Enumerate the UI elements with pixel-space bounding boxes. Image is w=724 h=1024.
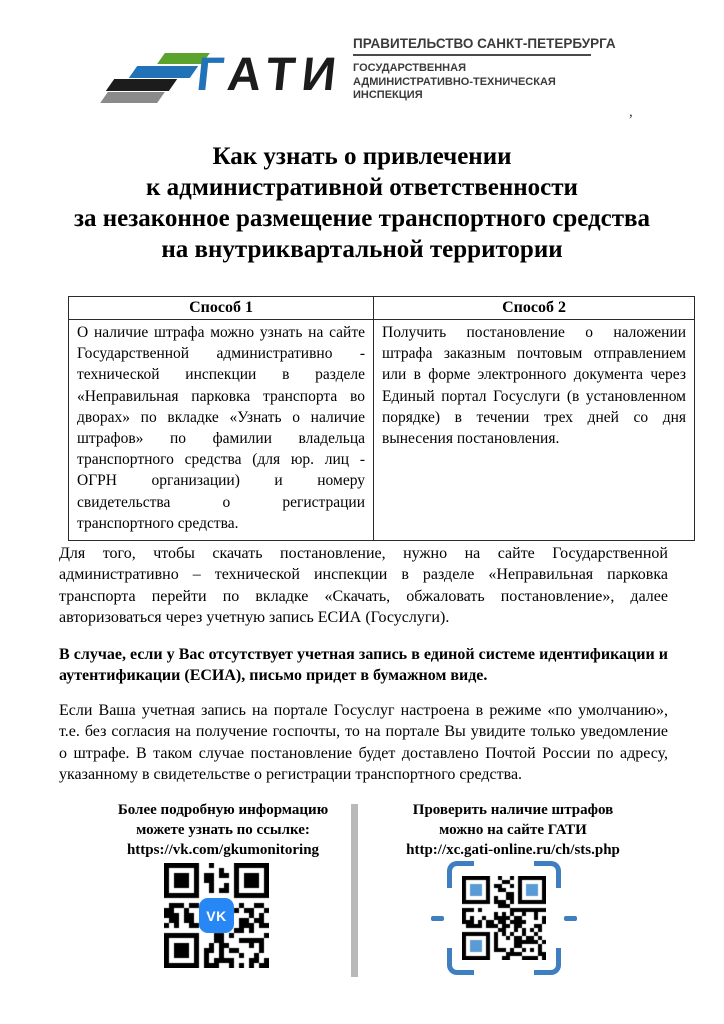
- org-line-2: АДМИНИСТРАТИВНО-ТЕХНИЧЕСКАЯ: [353, 75, 556, 88]
- logo-brand-g: Г: [194, 47, 231, 100]
- table-body-row: [69, 320, 695, 541]
- government-block: [353, 36, 616, 103]
- title-line-2: к административной ответственности: [146, 174, 578, 201]
- footer-right-line-2: можно на сайте ГАТИ: [439, 822, 587, 838]
- qr-code-vk: [164, 863, 269, 968]
- methods-table: [68, 296, 695, 541]
- footer-left-line-1: Более подробную информацию: [117, 802, 329, 818]
- title-line-1: Как узнать о привлечении: [212, 143, 512, 170]
- footer-right-line-1: Проверить наличие штрафов: [412, 802, 614, 818]
- footer-right-heading: [382, 800, 644, 860]
- org-line-3: ИНСПЕКЦИЯ: [353, 89, 423, 101]
- table-header-row: [69, 297, 695, 320]
- qr-code-gati: [447, 861, 561, 975]
- footer-left-heading: [92, 800, 354, 860]
- method-2-header: Способ 2: [374, 297, 695, 320]
- title-line-4: на внутриквартальной территории: [161, 236, 563, 263]
- paragraph-download-instructions: Для того, чтобы скачать постановление, нужно на сайте Государственной административно – технической инспекции в разделе «Неправильная парковка транспорта перейти по вкладке «Скачать, обжаловать постановление», далее авторизоваться через учетную запись ЕСИА (Госуслуги).: [59, 545, 668, 627]
- title-line-3: за незаконное размещение транспортного средства: [73, 205, 651, 232]
- footer-left-line-2: можете узнать по ссылке:: [136, 822, 310, 838]
- qr-gati-canvas: [462, 876, 546, 960]
- method-1-header: Способ 1: [69, 297, 374, 320]
- org-line-1: ГОСУДАРСТВЕННАЯ: [353, 62, 466, 74]
- footer-left-link: https://vk.com/gkumonitoring: [126, 842, 320, 858]
- government-title: ПРАВИТЕЛЬСТВО САНКТ-ПЕТЕРБУРГА: [353, 36, 616, 51]
- stray-comma-mark: ,: [629, 104, 633, 120]
- paragraph-no-esia-bold: В случае, если у Вас отсутствует учетная запись в единой системе идентификации и аутентификации (ЕСИА), письмо придет в бумажном виде.: [59, 646, 668, 685]
- footer-right-link: http://xc.gati-online.ru/ch/sts.php: [406, 842, 620, 858]
- page-title: [20, 141, 704, 265]
- logo-brand-rest: АТИ: [224, 47, 346, 100]
- organization-name: [353, 62, 603, 103]
- vk-logo-icon: VK: [199, 898, 234, 933]
- footer-divider: [351, 804, 358, 977]
- scan-frame-dash-right-icon: [564, 916, 577, 921]
- logo-brand-text: [194, 47, 346, 100]
- logo-stripe-black: [106, 79, 177, 91]
- scan-frame-dash-left-icon: [431, 916, 444, 921]
- logo-stripe-gray: [100, 92, 165, 103]
- logo-stripe-blue: [129, 66, 198, 78]
- government-rule: [353, 54, 591, 56]
- paragraph-default-mode: Если Ваша учетная запись на портале Госуслуг настроена в режиме «по умолчанию», т.е. без согласия на получение госпочты, то на портале Вы увидите только уведомление о штрафе. В таком случае постановление будет доставлено Почтой России по адресу, указанному в свидетельстве о регистрации транспортного средства.: [59, 702, 668, 784]
- method-1-cell: О наличие штрафа можно узнать на сайте Государственной административно - технической инспекции в разделе «Неправильная парковка транспорта во дворах» по вкладке «Узнать о наличие штрафов» по фамилии владельца транспортного средства (для юр. лиц - ОГРН организации) и номеру свидетельства о регистрации транспортного средства.: [69, 320, 374, 541]
- method-2-cell: Получить постановление о наложении штрафа заказным почтовым отправлением или в форме электронного документа через Единый портал Госуслуги (в установленном порядке) в течении трех дней со дня вынесения постановления.: [374, 320, 695, 541]
